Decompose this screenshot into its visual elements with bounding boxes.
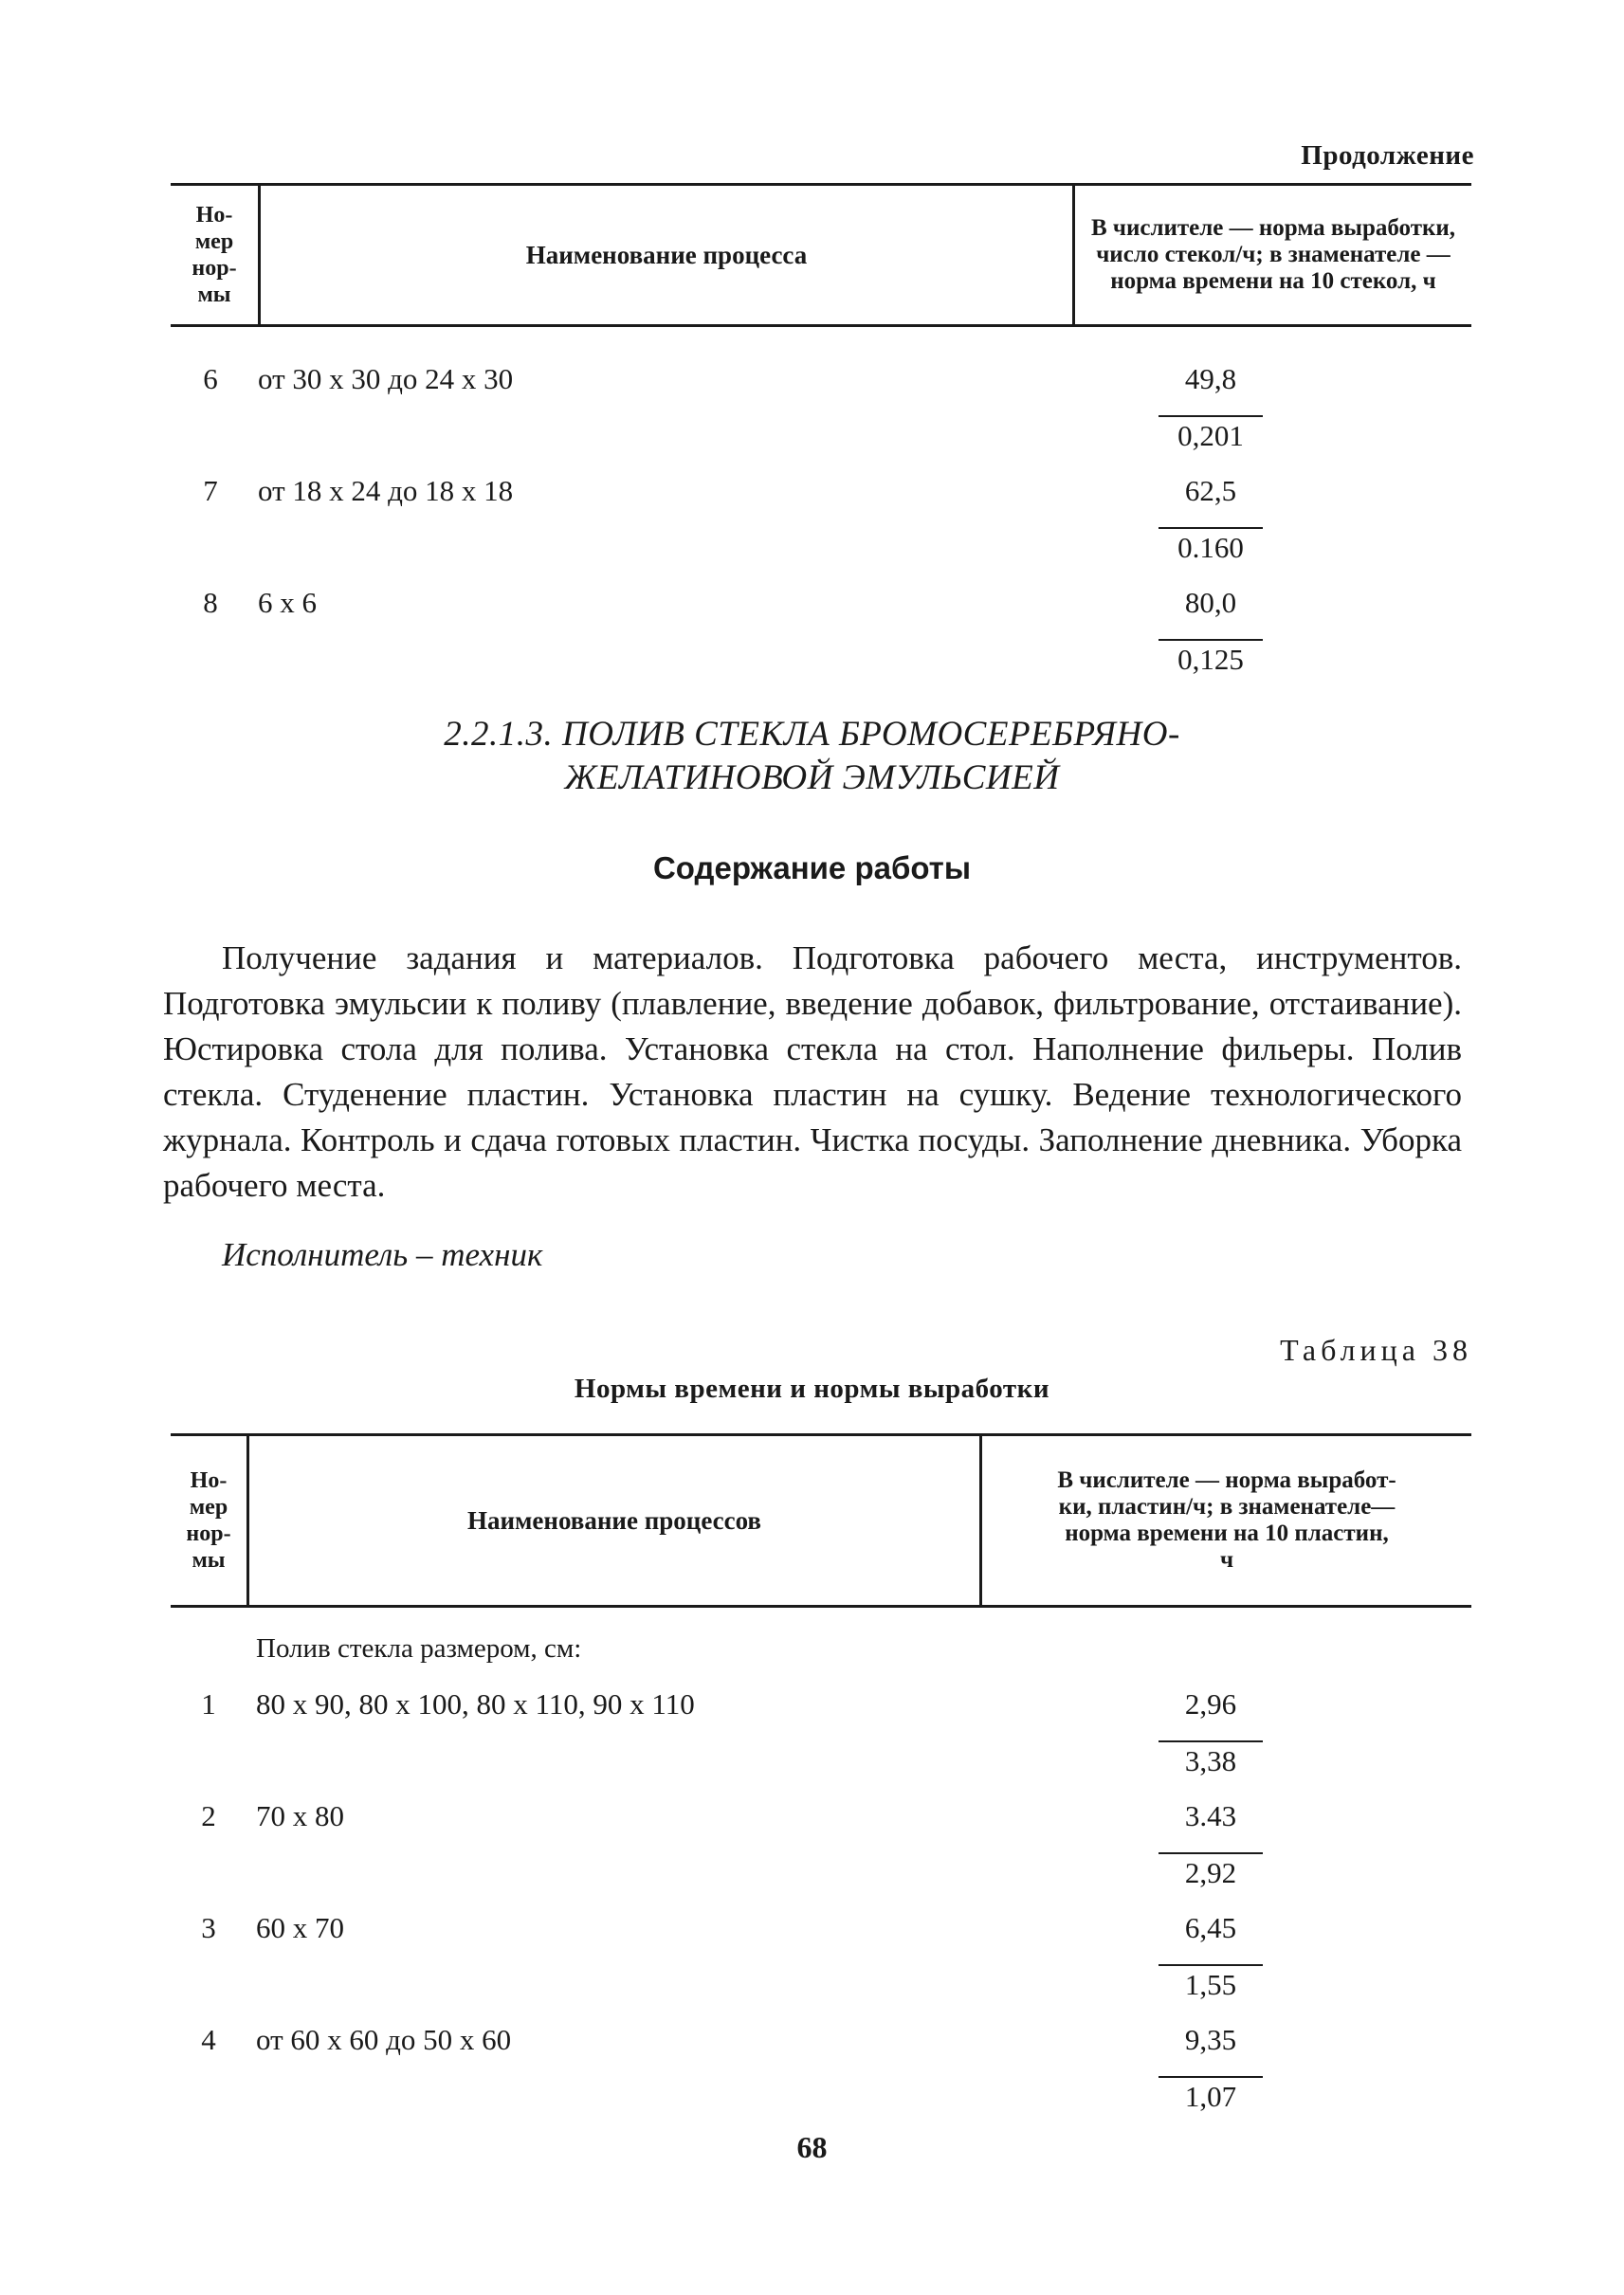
row-process-name: 60 х 70	[256, 1911, 344, 1944]
norm-fraction	[1159, 2023, 1263, 2114]
norm-denominator: 3,38	[1184, 1744, 1237, 1777]
table1-header-number: Но- мер нор- мы	[171, 186, 261, 324]
table2-header-number: Но- мер нор- мы	[171, 1436, 249, 1605]
norm-denominator: 1,55	[1184, 1968, 1237, 2001]
row-number: 7	[203, 474, 218, 507]
work-description	[163, 936, 1462, 1209]
norm-fraction	[1159, 1911, 1263, 2002]
row-process-name: 70 х 80	[256, 1799, 344, 1832]
norm-denominator: 0,201	[1177, 419, 1244, 452]
norm-numerator: 49,8	[1159, 362, 1263, 417]
table2-header-norm: В числителе — норма выработ- ки, пластин/ч; в знаменателе— норма времени на 10 пластин, ч	[1057, 1467, 1396, 1573]
table-label: Таблица 38	[1280, 1333, 1472, 1367]
norm-denominator: 0.160	[1177, 531, 1244, 564]
row-number: 3	[201, 1911, 216, 1944]
page-number: 68	[796, 2130, 828, 2164]
table1-header	[171, 183, 1471, 327]
work-description-text: Получение задания и материалов. Подготовка рабочего места, инструментов. Подготовка эмульсии к поливу (плавление, введение добавок, фильтрование, отстаивание). Юстировка стола для полива. Установка стекла на стол. Наполнение фильеры. Полив стекла. Студенение пластин. Установка пластин на сушку. Ведение технологического журнала. Контроль и сдача готовых пластин. Чистка посуды. Заполнение дневника. Уборка рабочего места.	[163, 939, 1462, 1204]
row-process-name: от 18 х 24 до 18 х 18	[258, 474, 514, 507]
norm-numerator: 6,45	[1159, 1911, 1263, 1966]
norm-fraction	[1159, 362, 1263, 453]
table2-header	[171, 1433, 1471, 1608]
norm-numerator: 9,35	[1159, 2023, 1263, 2078]
table1-header-norm: В числителе — норма выработки, число стекол/ч; в знаменателе — норма времени на 10 стекол, ч	[1090, 215, 1456, 294]
row-number: 4	[201, 2023, 216, 2056]
row-process-name: 80 х 90, 80 х 100, 80 х 110, 90 х 110	[256, 1687, 695, 1721]
section-title-line1: 2.2.1.3. ПОЛИВ СТЕКЛА БРОМОСЕРЕБРЯНО-	[444, 715, 1180, 754]
norm-numerator: 2,96	[1159, 1687, 1263, 1742]
section-title-line2: ЖЕЛАТИНОВОЙ ЭМУЛЬСИЕЙ	[564, 758, 1060, 797]
continuation-label: Продолжение	[1301, 140, 1474, 171]
section-subtitle: Содержание работы	[652, 850, 972, 885]
norm-denominator: 0,125	[1177, 643, 1244, 676]
row-process-name: от 30 х 30 до 24 х 30	[258, 362, 514, 395]
norm-numerator: 80,0	[1159, 586, 1263, 641]
norm-fraction	[1159, 1799, 1263, 1890]
table-title: Нормы времени и нормы выработки	[574, 1374, 1050, 1404]
row-number: 2	[201, 1799, 216, 1832]
row-process-name: 6 х 6	[258, 586, 317, 619]
row-number: 6	[203, 362, 218, 395]
row-process-name: от 60 х 60 до 50 х 60	[256, 2023, 512, 2056]
group-label: Полив стекла размером, см:	[256, 1633, 582, 1664]
norm-numerator: 62,5	[1159, 474, 1263, 529]
norm-numerator: 3.43	[1159, 1799, 1263, 1854]
executor-line: Исполнитель – техник	[222, 1236, 543, 1273]
norm-fraction	[1159, 1687, 1263, 1778]
norm-denominator: 1,07	[1184, 2080, 1237, 2113]
row-number: 8	[203, 586, 218, 619]
table2-header-process: Наименование процессов	[249, 1436, 982, 1605]
norm-fraction	[1159, 474, 1263, 565]
row-number: 1	[201, 1687, 216, 1721]
norm-denominator: 2,92	[1184, 1856, 1237, 1889]
norm-fraction	[1159, 586, 1263, 677]
table1-header-process: Наименование процесса	[261, 186, 1075, 324]
